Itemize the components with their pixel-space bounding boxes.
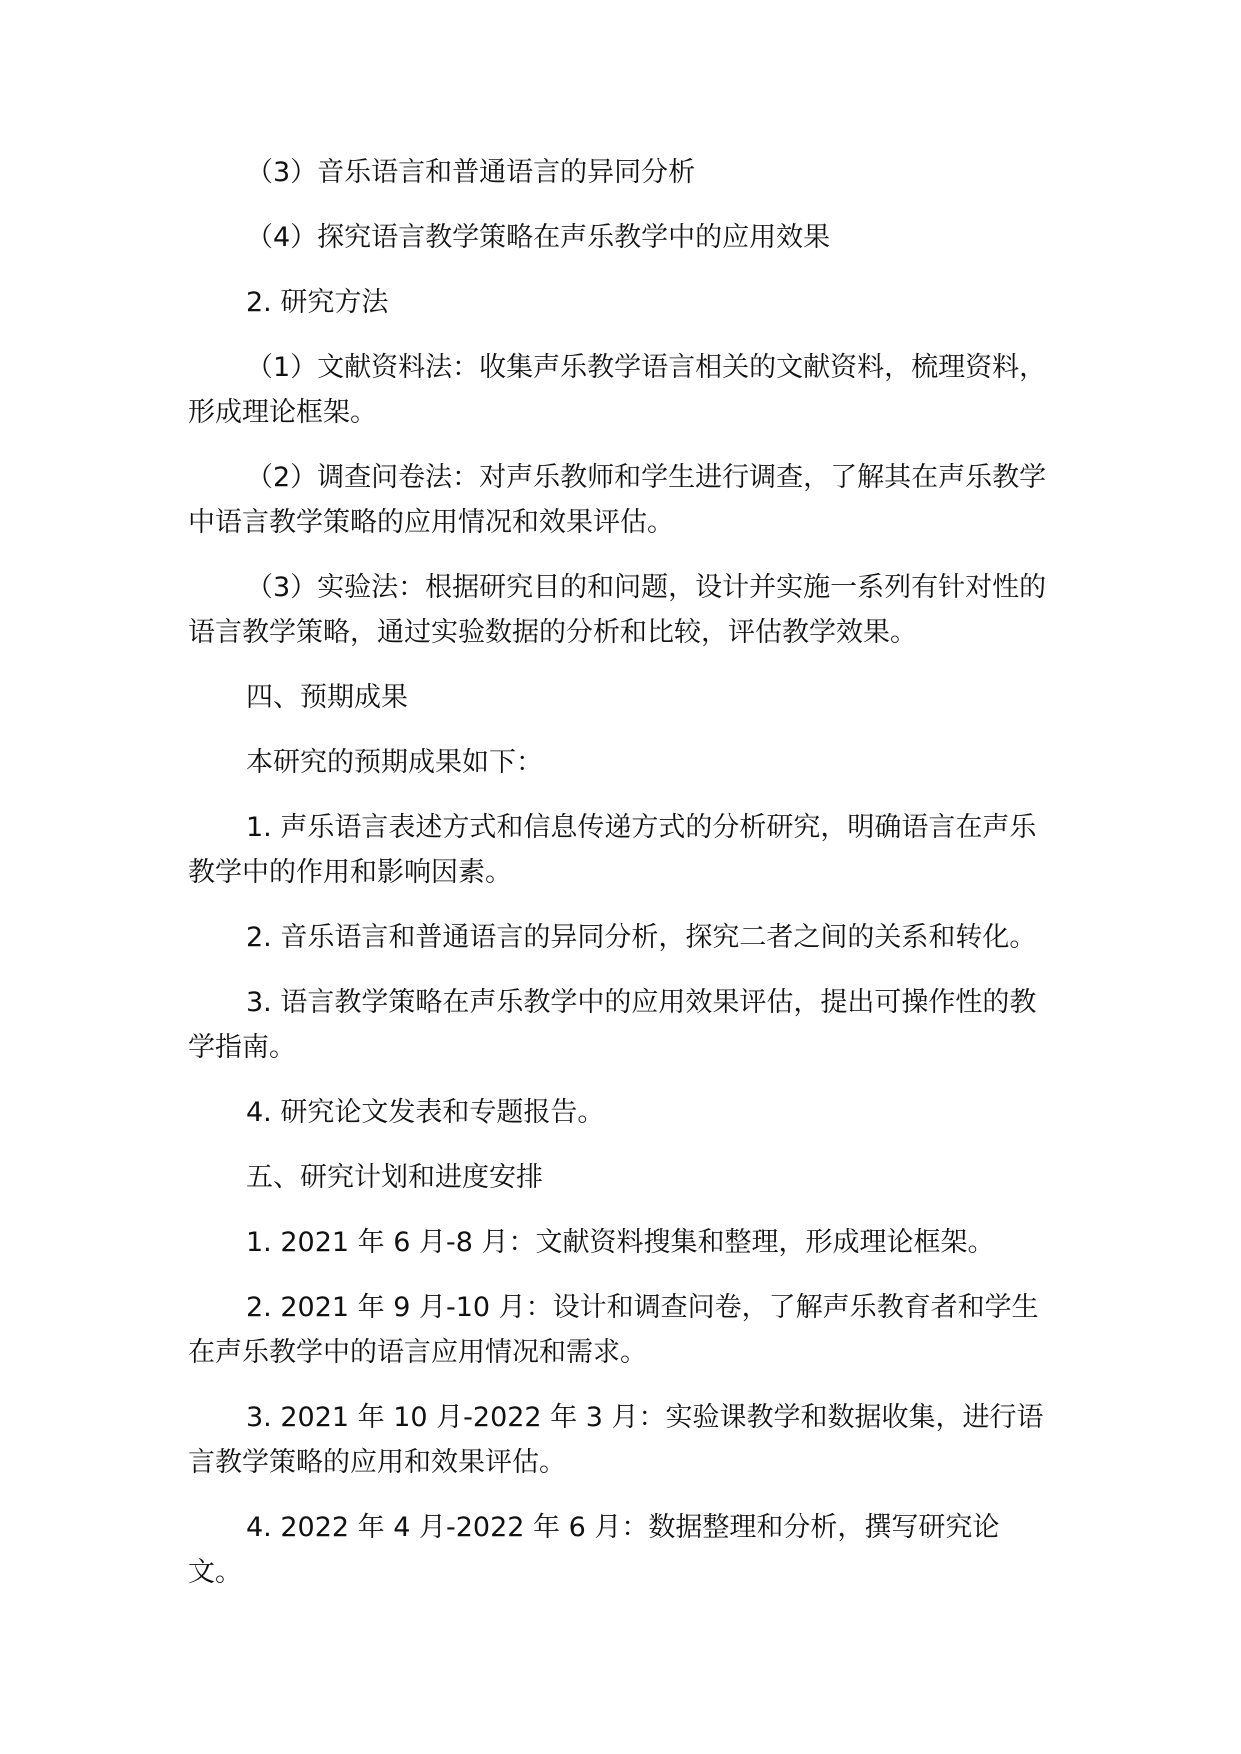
section-heading-research-methods: 2. 研究方法 [246, 287, 389, 318]
method-literature: （1）文献资料法：收集声乐教学语言相关的文献资料，梳理资料，形成理论框架。 [188, 352, 1047, 428]
list-item-3-music-vs-common-language: （3）音乐语言和普通语言的异同分析 [246, 157, 696, 188]
expected-result-1: 1. 声乐语言表述方式和信息传递方式的分析研究，明确语言在声乐教学中的作用和影响因素。 [188, 812, 1037, 888]
plan-step-1: 1. 2021 年 6 月-8 月：文献资料搜集和整理，形成理论框架。 [246, 1227, 995, 1258]
expected-result-4: 4. 研究论文发表和专题报告。 [246, 1097, 605, 1128]
expected-result-3: 3. 语言教学策略在声乐教学中的应用效果评估，提出可操作性的教学指南。 [188, 987, 1037, 1063]
section-heading-research-plan: 五、研究计划和进度安排 [246, 1162, 543, 1193]
plan-step-3: 3. 2021 年 10 月-2022 年 3 月：实验课教学和数据收集，进行语言教学策略的应用和效果评估。 [188, 1402, 1044, 1478]
method-experiment: （3）实验法：根据研究目的和问题，设计并实施一系列有针对性的语言教学策略，通过实验数据的分析和比较，评估教学效果。 [188, 572, 1047, 648]
list-item-4-strategy-effect: （4）探究语言教学策略在声乐教学中的应用效果 [246, 222, 831, 253]
plan-step-4: 4. 2022 年 4 月-2022 年 6 月：数据整理和分析，撰写研究论文。 [188, 1512, 1000, 1588]
expected-result-2: 2. 音乐语言和普通语言的异同分析，探究二者之间的关系和转化。 [246, 922, 1037, 953]
plan-step-2: 2. 2021 年 9 月-10 月：设计和调查问卷，了解声乐教育者和学生在声乐教学中的语言应用情况和需求。 [188, 1292, 1039, 1368]
method-questionnaire: （2）调查问卷法：对声乐教师和学生进行调查，了解其在声乐教学中语言教学策略的应用情况和效果评估。 [188, 462, 1047, 538]
section-heading-expected-results: 四、预期成果 [246, 682, 408, 713]
document-body [188, 150, 1048, 1615]
expected-results-intro: 本研究的预期成果如下： [246, 747, 543, 778]
